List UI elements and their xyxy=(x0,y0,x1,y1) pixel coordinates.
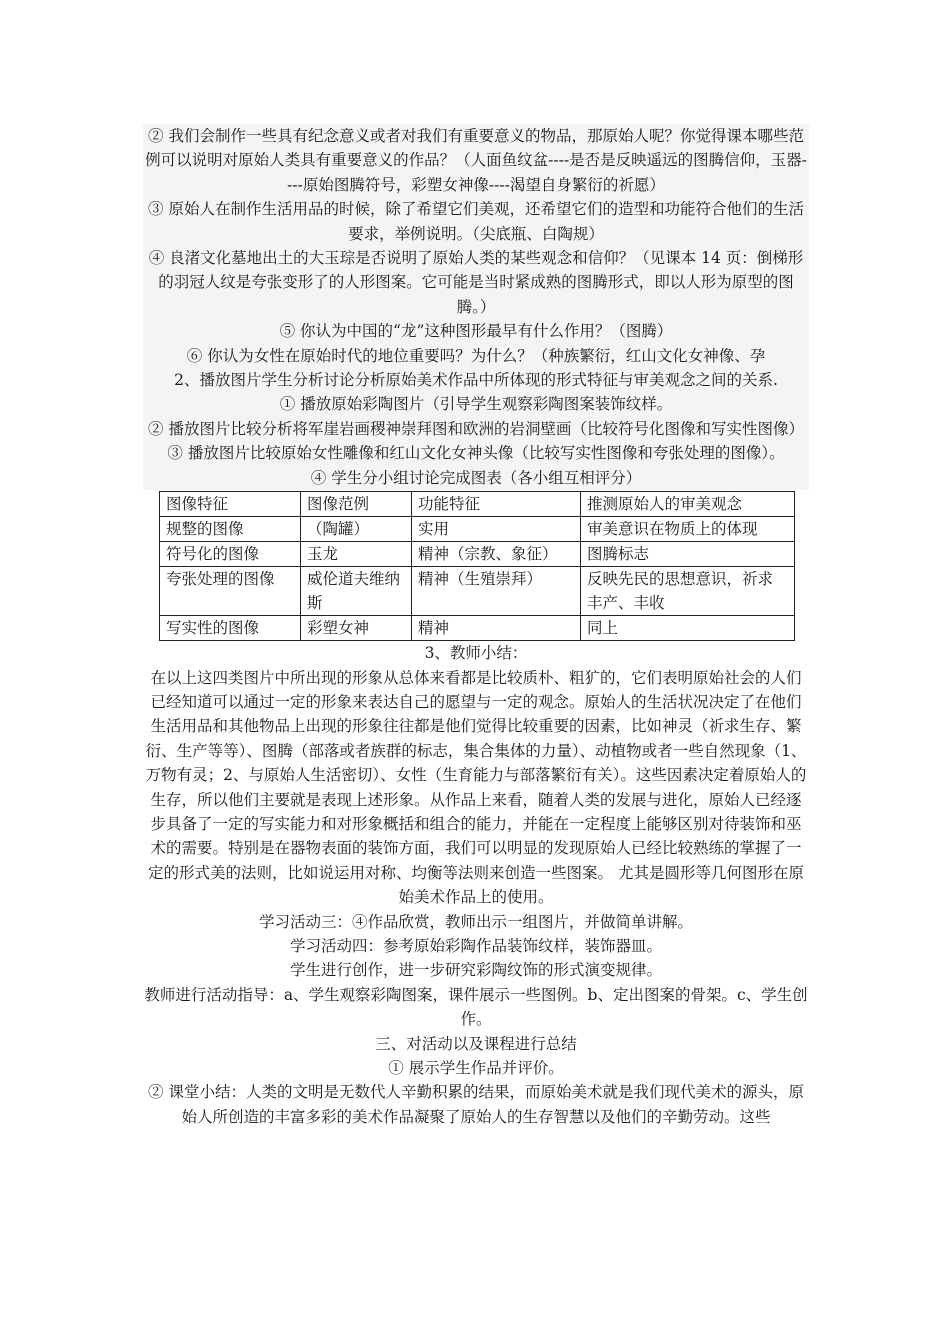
table-cell: 精神 xyxy=(412,616,581,641)
table-cell: （陶罐） xyxy=(301,517,412,542)
table-cell: 规整的图像 xyxy=(160,517,301,542)
discussion-table xyxy=(159,491,795,641)
table-cell: 审美意识在物质上的体现 xyxy=(581,517,795,542)
table-cell: 精神（宗教、象征） xyxy=(412,542,581,567)
step-2-heading: 2、播放图片学生分析讨论分析原始美术作品中所体现的形式特征与审美观念之间的关系. xyxy=(174,371,778,390)
table-cell: 写实性的图像 xyxy=(160,616,301,641)
table-cell: 实用 xyxy=(412,517,581,542)
table-cell: 彩塑女神 xyxy=(301,616,412,641)
table-row xyxy=(160,616,795,641)
table-cell: 符号化的图像 xyxy=(160,542,301,567)
table-cell: 反映先民的思想意识，祈求丰产、丰收 xyxy=(581,567,795,616)
table-header-cell: 推测原始人的审美观念 xyxy=(581,492,795,517)
question-block xyxy=(143,124,809,490)
table-row xyxy=(160,517,795,542)
table-header-cell: 功能特征 xyxy=(412,492,581,517)
summary-body: 在以上这四类图片中所出现的形象从总体来看都是比较质朴、粗犷的，它们表明原始社会的人们已经知道可以通过一定的形象来表达自己的愿望与一定的观念。原始人的生活状况决定了在他们生活用品和其他物品上出现的形象往往都是他们觉得比较重要的因素，比如神灵（祈求生存、繁衍、生产等等）、图腾（部落或者族群的标志，集合集体的力量）、动植物或者一些自然现象（1、万物有灵；2、与原始人生活密切）、女性（生育能力与部落繁衍有关）。这些因素决定着原始人的生存，所以他们主要就是表现上述形象。从作品上来看，随着人类的发展与进化，原始人已经逐步具备了一定的写实能力和对形象概括和组合的能力，并能在一定程度上能够区别对待装饰和巫术的需要。特别是在器物表面的装饰方面，我们可以明显的发现原始人已经比较熟练的掌握了一定的形式美的法则，比如说运用对称、均衡等法则来创造一些图案。 尤其是圆形等几何图形在原始美术作品上的使用。 xyxy=(145,668,807,907)
table-row xyxy=(160,542,795,567)
table-row xyxy=(160,567,795,616)
teacher-guidance: 教师进行活动指导：a、学生观察彩陶图案，课件展示一些图例。b、定出图案的骨架。c、学生创作。 xyxy=(144,985,808,1029)
step-2-item-1: ① 播放原始彩陶图片（引导学生观察彩陶图案装饰纹样。 xyxy=(279,395,673,414)
table-cell: 精神（生殖崇拜） xyxy=(412,567,581,616)
question-5: ⑤ 你认为中国的“龙”这种图形最早有什么作用？（图腾） xyxy=(279,322,673,341)
step-2-item-3: ③ 播放图片比较原始女性雕像和红山文化女神头像（比较写实性图像和夸张处理的图像）。 xyxy=(167,444,785,463)
table-header-row xyxy=(160,492,795,517)
section-3-heading: 三、对活动以及课程进行总结 xyxy=(375,1034,577,1053)
question-4: ④ 良渚文化墓地出土的大玉琮是否说明了原始人类的某些观念和信仰？（见课本 14 页：倒梯形的羽冠人纹是夸张变形了的人形图案。它可能是当时紧成熟的图腾形式，即以人形为原型的图腾。） xyxy=(148,249,804,316)
table-cell: 夸张处理的图像 xyxy=(160,567,301,616)
question-6: ⑥ 你认为女性在原始时代的地位重要吗？为什么？（种族繁衍，红山文化女神像、孕 xyxy=(186,346,766,365)
student-creation: 学生进行创作，进一步研究彩陶纹饰的形式演变规律。 xyxy=(289,961,662,980)
table-cell: 图腾标志 xyxy=(581,542,795,567)
table-cell: 同上 xyxy=(581,616,795,641)
table-header-cell: 图像特征 xyxy=(160,492,301,517)
question-2: ② 我们会制作一些具有纪念意义或者对我们有重要意义的物品，那原始人呢？你觉得课本哪些范例可以说明对原始人类具有重要意义的作品？（人面鱼纹盆----是否是反映遥远的图腾信仰，玉器----原始图腾符号，彩塑女神像----渴望自身繁衍的祈愿） xyxy=(145,127,807,194)
table-cell: 玉龙 xyxy=(301,542,412,567)
table-cell: 威伦道夫维纳斯 xyxy=(301,567,412,616)
document-body xyxy=(143,124,809,1129)
show-works: ① 展示学生作品并评价。 xyxy=(388,1059,564,1077)
step-2-item-4: ④ 学生分小组讨论完成图表（各小组互相评分） xyxy=(310,468,642,487)
summary-heading: 3、教师小结： xyxy=(424,644,528,663)
table-header-cell: 图像范例 xyxy=(301,492,412,517)
class-conclusion: ② 课堂小结：人类的文明是无数代人辛勤积累的结果，而原始美术就是我们现代美术的源头，原始人所创造的丰富多彩的美术作品凝聚了原始人的生存智慧以及他们的辛勤劳动。这些 xyxy=(148,1083,804,1126)
activity-4: 学习活动四：参考原始彩陶作品装饰纹样，装饰器皿。 xyxy=(289,936,662,955)
question-3: ③ 原始人在制作生活用品的时候，除了希望它们美观，还希望它们的造型和功能符合他们的生活要求，举例说明。（尖底瓶、白陶规） xyxy=(148,200,804,243)
activity-3: 学习活动三：④作品欣赏，教师出示一组图片，并做简单讲解。 xyxy=(258,912,693,931)
step-2-item-2: ② 播放图片比较分析将军崖岩画稷神崇拜图和欧洲的岩洞壁画（比较符号化图像和写实性图像） xyxy=(148,419,804,438)
